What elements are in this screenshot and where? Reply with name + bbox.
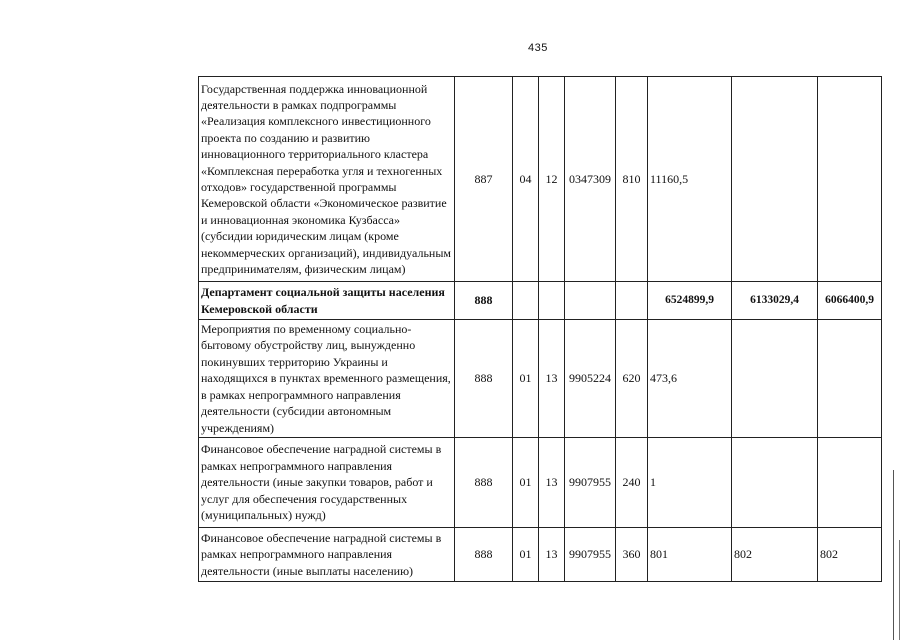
amount-year-1: 6524899,9 <box>648 282 732 320</box>
row-description: Финансовое обеспечение наградной системы в рамках непрограммного направления деятельности (иные выплаты населению) <box>199 528 455 582</box>
ministry-code: 888 <box>455 320 513 438</box>
amount-year-2 <box>732 438 818 528</box>
table-row <box>199 528 882 582</box>
subsection-code: 13 <box>539 528 565 582</box>
amount-year-1: 801 <box>648 528 732 582</box>
expense-type-code: 360 <box>616 528 648 582</box>
target-article-code <box>565 282 616 320</box>
amount-year-1: 11160,5 <box>648 77 732 282</box>
section-code: 01 <box>513 438 539 528</box>
table-row <box>199 320 882 438</box>
subsection-code: 12 <box>539 77 565 282</box>
scan-edge-line <box>893 470 894 640</box>
target-article-code: 9905224 <box>565 320 616 438</box>
expense-type-code: 240 <box>616 438 648 528</box>
amount-year-3 <box>818 438 882 528</box>
row-description: Мероприятия по временному социально-бытовому обустройству лиц, вынужденно покинувших территорию Украины и находящихся в пунктах временного размещения, в рамках непрограммного направления деятельности (субсидии автономным учреждениям) <box>199 320 455 438</box>
amount-year-3: 802 <box>818 528 882 582</box>
amount-year-1: 473,6 <box>648 320 732 438</box>
target-article-code: 9907955 <box>565 528 616 582</box>
budget-table <box>198 76 882 582</box>
target-article-code: 9907955 <box>565 438 616 528</box>
table-row <box>199 77 882 282</box>
page-number: 435 <box>528 42 548 54</box>
amount-year-2: 802 <box>732 528 818 582</box>
section-code: 01 <box>513 320 539 438</box>
row-description: Финансовое обеспечение наградной системы в рамках непрограммного направления деятельности (иные закупки товаров, работ и услуг для обеспечения государственных (муниципальных) нужд) <box>199 438 455 528</box>
expense-type-code <box>616 282 648 320</box>
amount-year-3 <box>818 77 882 282</box>
subsection-code: 13 <box>539 320 565 438</box>
ministry-code: 888 <box>455 528 513 582</box>
subsection-code: 13 <box>539 438 565 528</box>
amount-year-2 <box>732 77 818 282</box>
ministry-code: 887 <box>455 77 513 282</box>
amount-year-1: 1 <box>648 438 732 528</box>
table-row <box>199 282 882 320</box>
scan-edge-line <box>899 540 900 640</box>
row-description: Департамент социальной защиты населения Кемеровской области <box>199 282 455 320</box>
section-code <box>513 282 539 320</box>
expense-type-code: 810 <box>616 77 648 282</box>
ministry-code: 888 <box>455 438 513 528</box>
row-description: Государственная поддержка инновационной деятельности в рамках подпрограммы «Реализация комплексного инвестиционного проекта по созданию и развитию инновационного территориального кластера «Комплексная переработка угля и техногенных отходов» государственной программы Кемеровской области «Экономическое развитие и инновационная экономика Кузбасса» (субсидии юридическим лицам (кроме некоммерческих организаций), индивидуальным предпринимателям, физическим лицам) <box>199 77 455 282</box>
amount-year-3 <box>818 320 882 438</box>
amount-year-2 <box>732 320 818 438</box>
section-code: 04 <box>513 77 539 282</box>
expense-type-code: 620 <box>616 320 648 438</box>
subsection-code <box>539 282 565 320</box>
section-code: 01 <box>513 528 539 582</box>
amount-year-3: 6066400,9 <box>818 282 882 320</box>
table-row <box>199 438 882 528</box>
ministry-code: 888 <box>455 282 513 320</box>
target-article-code: 0347309 <box>565 77 616 282</box>
amount-year-2: 6133029,4 <box>732 282 818 320</box>
